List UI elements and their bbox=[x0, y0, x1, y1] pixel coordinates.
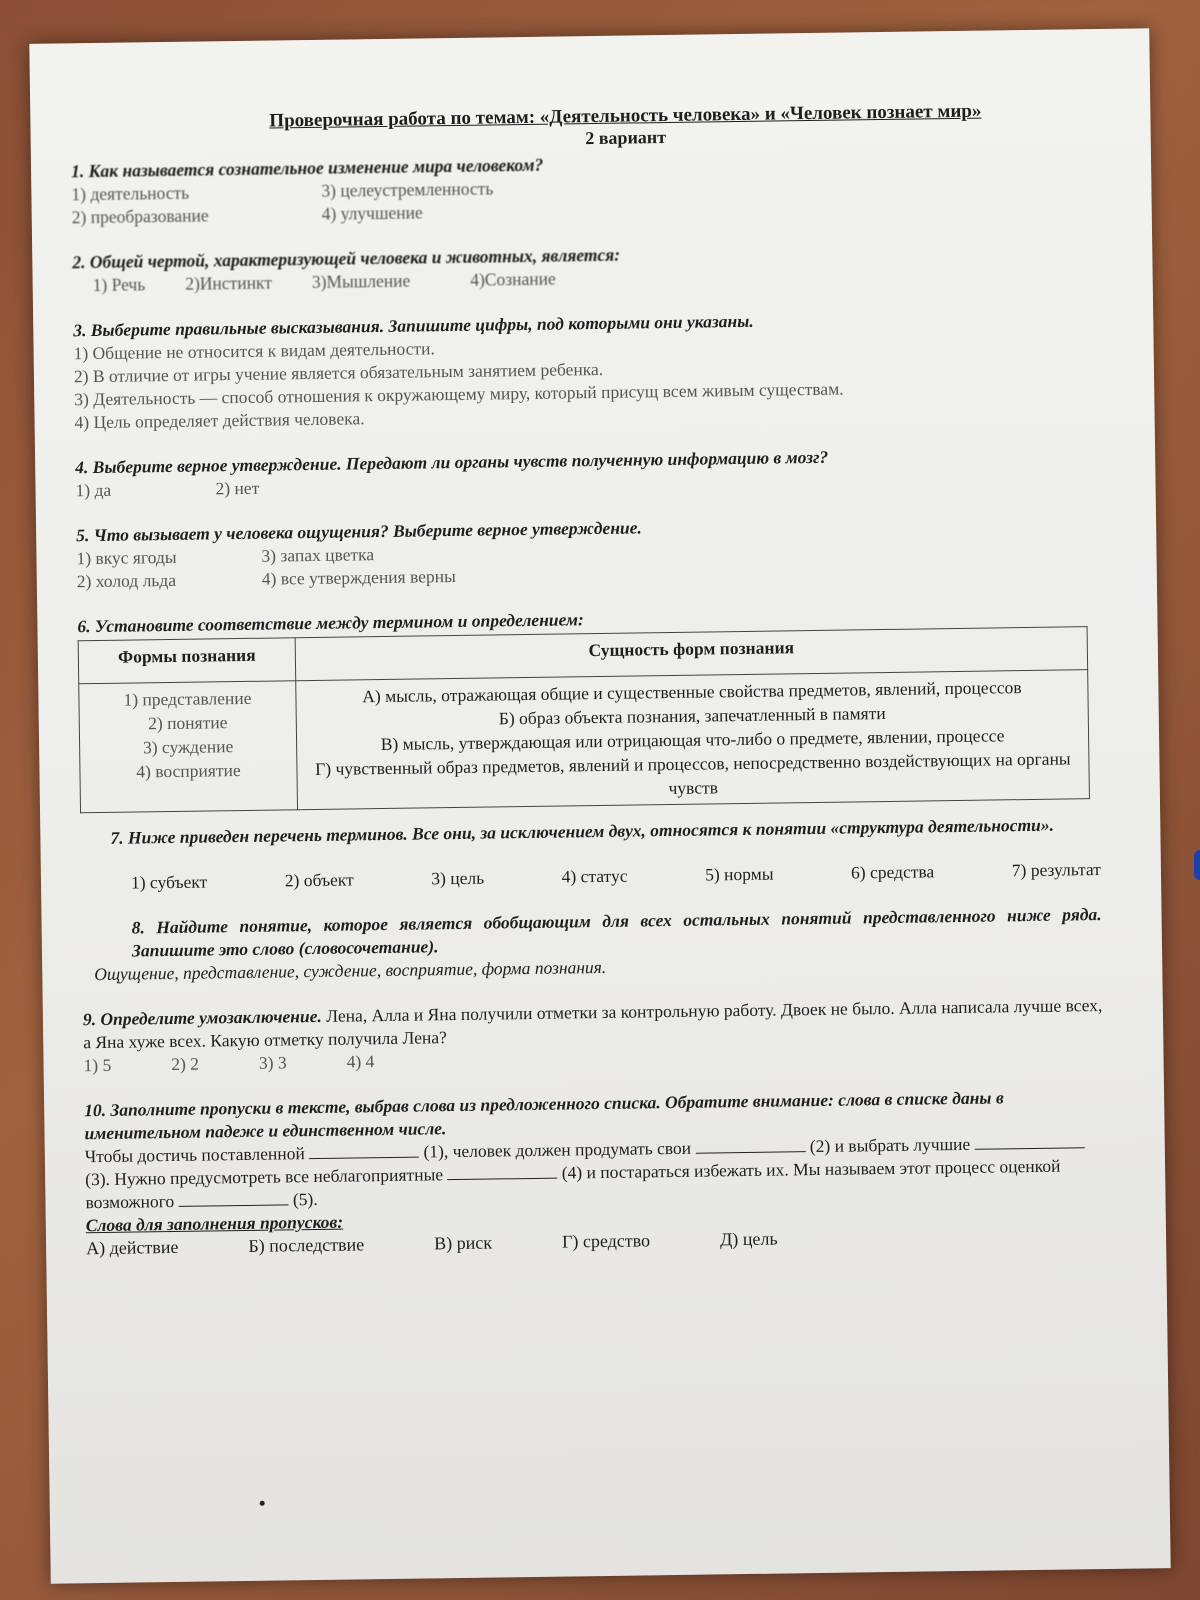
answer-option: 2) холод льда bbox=[76, 569, 177, 592]
definition-item: Б) образ объекта познания, запечатленный в памяти bbox=[498, 703, 886, 729]
answer-option: 7) результат bbox=[1011, 859, 1102, 881]
word-option: Б) последствие bbox=[248, 1234, 365, 1256]
text-fragment: (4) и постараться избежать их. Мы называем этот процесс оценкой возможного bbox=[85, 1155, 1061, 1213]
answer-option: 3) цель bbox=[431, 867, 485, 889]
ink-dot bbox=[260, 1501, 265, 1506]
answer-option: 4) 4 bbox=[346, 1051, 375, 1072]
text-fragment: (3). Нужно предусмотреть все неблагоприятные bbox=[85, 1164, 444, 1190]
definition-item: Г) чувственный образ предметов, явлений и процессов, непосредственно воздействующих на органы чувств bbox=[315, 748, 1071, 799]
question-9-body: Лена, Алла и Яна получили отметки за контрольную работу. Двоек не было. Алла написала лучше всех, а Яна хуже всех. Какую отметку получила Лена? bbox=[83, 995, 1103, 1053]
variant-label: 2 вариант bbox=[585, 127, 667, 149]
answer-option: 3) запах цветка bbox=[261, 544, 375, 566]
answer-option: 4)Сознание bbox=[470, 268, 556, 290]
answer-option: 3)Мышление bbox=[311, 270, 411, 292]
words-title: Слова для заполнения пропусков: bbox=[85, 1211, 344, 1236]
column-header-essence: Сущность форм познания bbox=[295, 627, 1088, 681]
answer-option: 3) 3 bbox=[258, 1052, 287, 1073]
question-4-text: 4. Выберите верное утверждение. Передают ли органы чувств полученную информацию в мозг? bbox=[75, 446, 829, 478]
answer-option: 2) В отличие от игры учение является обязательным занятием ребенка. bbox=[73, 358, 604, 387]
answer-option: 2) 2 bbox=[171, 1053, 200, 1075]
blank-3[interactable] bbox=[974, 1131, 1084, 1150]
question-3 bbox=[73, 305, 1095, 434]
matching-table bbox=[78, 626, 1090, 813]
question-1-text: 1. Как называется сознательное изменение мира человеком? bbox=[70, 154, 544, 182]
term-item: 4) восприятие bbox=[136, 760, 241, 782]
answer-option: 2) объект bbox=[284, 869, 354, 891]
answer-option: 2)Инстинкт bbox=[185, 272, 273, 294]
text-fragment: Чтобы достичь поставленной bbox=[84, 1143, 305, 1167]
answer-option: 5) нормы bbox=[704, 863, 774, 885]
column-header-forms: Формы познания bbox=[78, 638, 296, 684]
question-4 bbox=[75, 442, 1096, 502]
definition-item: В) мысль, утверждающая или отрицающая что-либо о предмете, явлении, процессе bbox=[380, 725, 1005, 755]
definition-item: А) мысль, отражающая общие и существенные свойства предметов, явлений, процессов bbox=[362, 677, 1022, 707]
word-option: В) риск bbox=[433, 1232, 493, 1254]
answer-option: 4) Цель определяет действия человека. bbox=[74, 408, 365, 433]
question-10-text: 10. Заполните пропуски в тексте, выбрав слова из предложенного списка. Обратите внимание: слова в списке даны в именительном падеже и единственном числе. bbox=[84, 1087, 1004, 1144]
question-8 bbox=[82, 903, 1103, 986]
term-item: 2) понятие bbox=[148, 712, 228, 734]
question-9-lead: 9. Определите умозаключение. bbox=[82, 1005, 322, 1030]
text-fragment: (5). bbox=[292, 1188, 318, 1210]
terms-cell bbox=[79, 681, 298, 813]
term-item: 1) представление bbox=[123, 687, 252, 710]
blank-4[interactable] bbox=[447, 1162, 557, 1181]
answer-option: 3) Деятельность — способ отношения к окружающему миру, который присущ всем живым существам. bbox=[74, 378, 844, 410]
answer-option: 2) преобразование bbox=[71, 205, 209, 228]
question-5-text: 5. Что вызывает у человека ощущения? Выберите верное утверждение. bbox=[76, 517, 642, 546]
definitions-cell bbox=[296, 670, 1090, 810]
answer-option: 1) 5 bbox=[83, 1054, 112, 1076]
blank-1[interactable] bbox=[309, 1141, 419, 1160]
question-7-options bbox=[81, 858, 1101, 895]
word-option: Д) цель bbox=[719, 1228, 778, 1250]
question-9 bbox=[83, 994, 1104, 1077]
answer-option: 3) целеустремленность bbox=[321, 178, 494, 201]
question-1 bbox=[71, 146, 1092, 229]
question-3-text: 3. Выберите правильные высказывания. Запишите цифры, под которыми они указаны. bbox=[73, 310, 754, 341]
question-7 bbox=[80, 813, 1101, 895]
answer-option: 4) все утверждения верны bbox=[261, 565, 456, 589]
answer-option: 4) улучшение bbox=[321, 202, 423, 224]
answer-option: 1) субъект bbox=[130, 871, 208, 893]
answer-option: 2) нет bbox=[215, 477, 260, 499]
page-title: Проверочная работа по темам: «Деятельность человека» и «Человек познает мир» bbox=[269, 100, 982, 132]
word-option: Г) средство bbox=[561, 1230, 651, 1252]
question-10 bbox=[84, 1085, 1106, 1260]
word-option: А) действие bbox=[85, 1236, 179, 1259]
question-6-text: 6. Установите соответствие между термином и определением: bbox=[77, 609, 584, 637]
question-6 bbox=[77, 601, 1100, 813]
question-2-text: 2. Общей чертой, характеризующей человека и животных, является: bbox=[72, 244, 621, 273]
concept-row: Ощущение, представление, суждение, восприятие, форма познания. bbox=[94, 956, 607, 985]
question-8-text: 8. Найдите понятие, которое является обобщающим для всех остальных понятий представленного ниже ряда. Запишите это слово (словосочетание). bbox=[131, 904, 1102, 961]
answer-option: 4) статус bbox=[561, 865, 628, 887]
answer-option: 1) вкус ягоды bbox=[76, 546, 177, 569]
answer-option: 6) средства bbox=[850, 861, 935, 883]
blank-5[interactable] bbox=[178, 1188, 288, 1207]
answer-option: 1) деятельность bbox=[71, 182, 190, 205]
text-fragment: (2) и выбрать лучшие bbox=[809, 1133, 971, 1157]
question-5 bbox=[76, 510, 1097, 593]
text-fragment: (1), человек должен продумать свои bbox=[423, 1137, 692, 1162]
worksheet-paper bbox=[29, 28, 1170, 1583]
answer-option: 1) Общение не относится к видам деятельности. bbox=[73, 338, 435, 364]
answer-option: 1) да bbox=[75, 479, 112, 501]
blank-2[interactable] bbox=[695, 1135, 805, 1154]
term-item: 3) суждение bbox=[142, 736, 234, 758]
answer-option: 1) Речь bbox=[92, 274, 146, 296]
pen-cap bbox=[1194, 850, 1200, 880]
question-2 bbox=[72, 237, 1093, 297]
question-7-text: 7. Ниже приведен перечень терминов. Все они, за исключением двух, относятся к понятии «структура деятельности». bbox=[110, 814, 1055, 848]
